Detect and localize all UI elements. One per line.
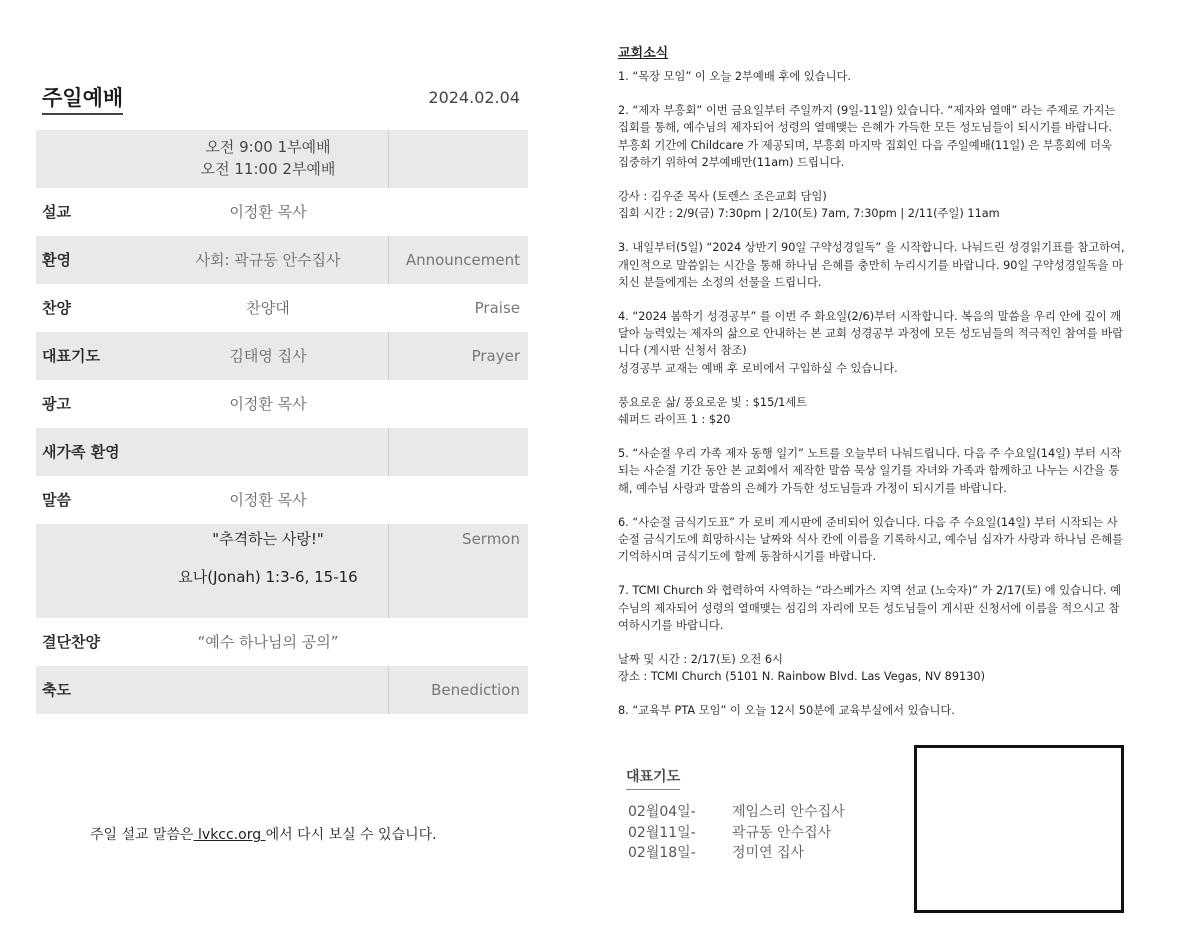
prayer-person: 정미연 집사 [732, 845, 805, 861]
news-line: 니다 (게시판 신청서 참조) [618, 344, 747, 358]
order-row-sermon [36, 524, 528, 618]
order-row-word [36, 476, 528, 524]
sermon-title: "추격하는 사랑!" [212, 530, 324, 548]
news-line: 개인적으로 말씀읽는 시간을 통해 하나님 은혜를 충만히 누리시기를 바랍니다. 90일 구약성경일독을 마 [618, 258, 1123, 272]
news-line: 6. “사순절 금식기도표” 가 로비 게시판에 준비되어 있습니다. 다음 주 수요일(14일) 부터 시작되는 사 [618, 515, 1118, 529]
prayer-date: 02월04일- [628, 804, 696, 820]
blank-image-box [914, 745, 1124, 913]
news-line: 부흥회 기간에 Childcare 가 제공되며, 부흥회 마지막 집회인 다음 주일예배(11일) 은 부흥회에 더욱 [618, 138, 1112, 152]
news-line: 날짜 및 시간 : 2/17(토) 오전 6시 [618, 653, 783, 667]
order-label: 결단찬양 [42, 633, 100, 651]
news-paragraph [618, 239, 1166, 291]
website-link[interactable]: lvkcc.org [193, 827, 266, 843]
order-person: 이정환 목사 [229, 491, 307, 509]
prayer-person: 곽규동 안수집사 [732, 824, 832, 841]
news-line: 치신 분들에게는 소정의 선물을 드립니다. [618, 275, 822, 289]
hymn-title: “예수 하나님의 공의” [197, 633, 339, 651]
news-line: 쉐퍼드 라이프 1 : $20 [618, 413, 731, 427]
order-english: Benediction [431, 681, 520, 699]
sermon-verse: 요나(Jonah) 1:3-6, 15-16 [178, 568, 358, 586]
news-paragraph [618, 582, 1166, 634]
prayer-person: 제임스리 안수집사 [732, 804, 845, 820]
order-row-announcement [36, 380, 528, 428]
order-english: Sermon [462, 530, 520, 548]
news-line: 기억하시며 금식기도에 함께 동참하시기를 바랍니다. [618, 550, 877, 564]
news-line: 수님의 제자되어 성령의 열매맺는 섬김의 자리에 모든 성도님들이 게시판 신청서에 이름을 적으시고 참 [618, 601, 1120, 615]
news-paragraph [618, 445, 1166, 497]
news-paragraph [618, 702, 1166, 719]
order-row-preaching [36, 188, 528, 236]
order-person: 찬양대 [246, 299, 290, 317]
order-row-welcome [36, 236, 528, 284]
news-line: 풍요로운 삶/ 풍요로운 빛 : $15/1세트 [618, 395, 808, 409]
news-paragraph [618, 102, 1166, 171]
news-line: 달아 능력있는 제자의 삶으로 안내하는 본 교회 성경공부 과정에 모든 성도님들의 적극적인 참여를 바랍 [618, 327, 1124, 341]
news-line: 1. “목장 모임” 이 오늘 2부예배 후에 있습니다. [618, 70, 852, 83]
order-person: 김태영 집사 [229, 347, 307, 365]
column-divider [388, 428, 389, 476]
service-title: 주일예배 [42, 84, 123, 115]
service-times [106, 136, 430, 180]
order-row-new-family [36, 428, 528, 476]
service-date: 2024.02.04 [428, 88, 520, 107]
news-line: 되는 사순절 기간 동안 본 교회에서 제작한 말씀 묵상 일기를 자녀와 가족과 함께하고 나누는 시간을 통 [618, 464, 1120, 478]
order-english: Praise [474, 299, 520, 317]
prayer-schedule-title: 대표기도 [626, 766, 680, 790]
news-paragraph [618, 188, 1166, 222]
news-line: 8. “교육부 PTA 모임” 이 오늘 12시 50분에 교육부실에서 있습니다. [618, 704, 955, 718]
news-line: 4. “2024 봄학기 성경공부” 를 이번 주 화요일(2/6)부터 시작합니다. 복음의 말씀을 우리 안에 깊이 깨 [618, 310, 1122, 324]
news-line: 집회 시간 : 2/9(금) 7:30pm | 2/10(토) 7am, 7:30pm | 2/11(주일) 11am [618, 207, 1000, 221]
news-line: 5. “사순절 우리 가족 제자 동행 일기” 노트를 오늘부터 나눠드립니다. 다음 주 수요일(14일) 부터 시작 [618, 447, 1122, 461]
news-title: 교회소식 [618, 46, 669, 61]
order-person: 사회: 곽규동 안수집사 [195, 251, 341, 269]
order-label: 축도 [42, 681, 71, 699]
service-header [36, 84, 528, 118]
news-line: 집중하기 위하여 2부예배만(11am) 드립니다. [618, 155, 845, 169]
order-row-closing-hymn [36, 618, 528, 666]
order-english: Prayer [471, 347, 520, 365]
news-paragraph [618, 68, 1166, 85]
order-label: 환영 [42, 251, 71, 269]
order-label: 새가족 환영 [42, 443, 120, 461]
prayer-date: 02월18일- [628, 845, 696, 861]
news-line: 2. “제자 부흥회” 이번 금요일부터 주일까지 (9일-11일) 있습니다. “제자와 열매” 라는 주제로 가지는 [618, 104, 1116, 118]
service-times-row [36, 130, 528, 188]
second-service-time: 오전 11:00 2부예배 [200, 160, 336, 178]
news-line: 장소 : TCMI Church (5101 N. Rainbow Blvd. Las Vegas, NV 89130) [618, 670, 985, 684]
footer-text-pre: 주일 설교 말씀은 [90, 827, 194, 843]
worship-order-table [36, 130, 528, 714]
order-label: 말씀 [42, 491, 71, 509]
news-line: 강사 : 김우준 목사 (토렌스 조은교회 담임) [618, 190, 827, 204]
order-label: 대표기도 [42, 347, 100, 365]
order-row-praise [36, 284, 528, 332]
order-person: 이정환 목사 [229, 203, 307, 221]
order-label: 찬양 [42, 299, 71, 317]
order-english: Announcement [405, 251, 520, 269]
news-list [618, 68, 1166, 737]
news-line: 3. 내일부터(5일) “2024 상반기 90일 구약성경일독” 을 시작합니다. 나눠드린 성경읽기표를 참고하여, [618, 241, 1125, 255]
order-row-prayer [36, 332, 528, 380]
order-person: 이정환 목사 [229, 395, 307, 413]
news-line: 집회를 통해, 예수님의 제자되어 성령의 열매맺는 은혜가 가득한 모든 성도님들이 되시기를 바랍니다. [618, 121, 1113, 135]
news-line: 성경공부 교재는 예배 후 로비에서 구입하실 수 있습니다. [618, 361, 898, 375]
order-label: 광고 [42, 395, 71, 413]
first-service-time: 오전 9:00 1부예배 [205, 138, 331, 156]
news-paragraph [618, 308, 1166, 377]
sermon-footer-note [90, 824, 437, 844]
news-paragraph [618, 651, 1166, 685]
news-line: 해, 예수님 사랑과 말씀의 은혜가 가득한 성도님들과 가정이 되시기를 바랍니다. [618, 481, 1007, 495]
news-line: 순절 금식기도에 희망하시는 날짜와 식사 칸에 이름을 기록하시고, 예수님 십자가 사랑과 하나님 은혜를 [618, 533, 1124, 547]
footer-text-post: 에서 다시 보실 수 있습니다. [265, 827, 437, 843]
news-paragraph [618, 394, 1166, 428]
news-line: 7. TCMI Church 와 협력하여 사역하는 “라스베가스 지역 선교 (노숙자)” 가 2/17(토) 에 있습니다. 예 [618, 584, 1121, 598]
news-line: 여하시기를 바랍니다. [618, 618, 724, 632]
order-label: 설교 [42, 203, 71, 221]
column-divider [388, 666, 389, 714]
prayer-date: 02월11일- [628, 824, 696, 841]
order-row-benediction [36, 666, 528, 714]
news-paragraph [618, 514, 1166, 566]
